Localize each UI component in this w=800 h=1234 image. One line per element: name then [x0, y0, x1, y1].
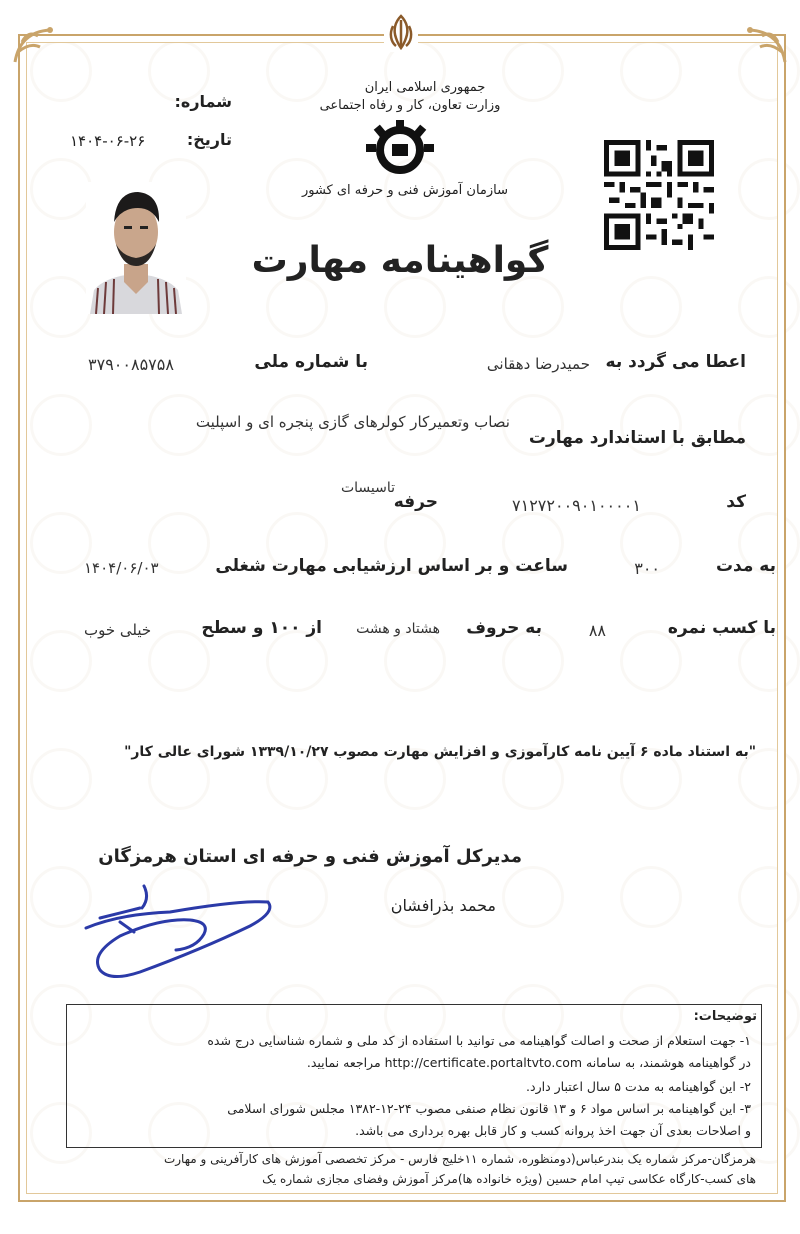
code-value: ۷۱۲۷۲۰۰۹۰۱۰۰۰۰۱ — [512, 496, 641, 515]
standard-label: مطابق با استاندارد مهارت — [528, 428, 746, 448]
notes-box — [66, 1004, 762, 1148]
signatory-title: مدیرکل آموزش فنی و حرفه ای استان هرمزگان — [98, 846, 522, 867]
holder-name: حمیدرضا دهقانی — [486, 355, 590, 373]
trade-value: تاسیسات — [340, 480, 395, 496]
legal-reference: "به استناد ماده ۶ آیین نامه کارآموزی و افزایش مهارت مصوب ۱۳۳۹/۱۰/۲۷ شورای عالی کار" — [124, 744, 756, 760]
trade-label: حرفه — [393, 492, 438, 512]
date-label: تاریخ: — [186, 130, 232, 149]
scale-label: از ۱۰۰ و سطح — [201, 618, 322, 638]
signature — [80, 878, 280, 982]
note-line-1: ۱- جهت استعلام از صحت و اصالت گواهینامه می توانید با استفاده از کد ملی و شماره شناسایی درج شده — [207, 1033, 751, 1048]
number-label: شماره: — [174, 92, 232, 111]
header-country: جمهوری اسلامی ایران — [364, 80, 486, 95]
national-id: ۳۷۹۰۰۸۵۷۵۸ — [88, 355, 174, 374]
date-value: ۱۴۰۴-۰۶-۲۶ — [70, 132, 146, 150]
national-id-label: با شماره ملی — [254, 352, 368, 372]
level-value: خیلی خوب — [84, 621, 152, 639]
note-line-5: و اصلاحات بعدی آن جهت اخذ پروانه کسب و کار قابل بهره برداری می باشد. — [355, 1123, 751, 1138]
eval-date: ۱۴۰۴/۰۶/۰۳ — [84, 559, 159, 577]
score-label: با کسب نمره — [667, 618, 776, 638]
score-value: ۸۸ — [588, 621, 606, 640]
corner-ornament-top-left — [10, 22, 70, 72]
duration-label: به مدت — [715, 556, 776, 576]
duration-suffix: ساعت و بر اساس ارزشیابی مهارت شغلی — [215, 556, 568, 576]
footer-line-1: هرمزگان-مرکز شماره یک بندرعباس(دومنظوره، شماره ۱۱خلیج فارس - مرکز تخصصی آموزش های کارآفرینی و مهارت — [163, 1152, 756, 1166]
iran-emblem-icon — [384, 12, 418, 52]
corner-ornament-top-right — [730, 22, 790, 72]
note-line-3: ۲- این گواهینامه به مدت ۵ سال اعتبار دارد. — [526, 1079, 751, 1094]
header-ministry: وزارت تعاون، کار و رفاه اجتماعی — [319, 98, 501, 113]
holder-photo — [86, 182, 186, 314]
footer-line-2: های کسب-کارگاه عکاسی تیپ امام حسین (ویژه خانواده ها)مرکز آموزش وفضای مجازی شماره یک — [262, 1172, 756, 1186]
words-label: به حروف — [466, 618, 542, 638]
header-organization: سازمان آموزش فنی و حرفه ای کشور — [301, 183, 509, 198]
note-line-4: ۳- این گواهینامه بر اساس مواد ۶ و ۱۳ قانون نظام صنفی مصوب ۲۴-۱۲-۱۳۸۲ مجلس شورای اسلامی — [227, 1101, 751, 1116]
issued-label: اعطا می گردد به — [605, 352, 746, 372]
signatory-name: محمد بذرافشان — [390, 896, 496, 915]
words-value: هشتاد و هشت — [356, 621, 440, 637]
qr-code[interactable] — [604, 140, 714, 250]
tvto-logo-icon — [362, 118, 438, 176]
note-line-2[interactable]: در گواهینامه هوشمند، به سامانه http://certificate.portaltvto.com مراجعه نمایید. — [306, 1055, 751, 1070]
duration-value: ۳۰۰ — [634, 559, 660, 578]
standard-value: نصاب وتعمیرکار کولرهای گازی پنجره ای و اسپلیت — [195, 413, 510, 431]
code-label: کد — [726, 492, 746, 512]
notes-heading: توضیحات: — [693, 1009, 757, 1024]
certificate-title: گواهینامه مهارت — [251, 240, 549, 281]
